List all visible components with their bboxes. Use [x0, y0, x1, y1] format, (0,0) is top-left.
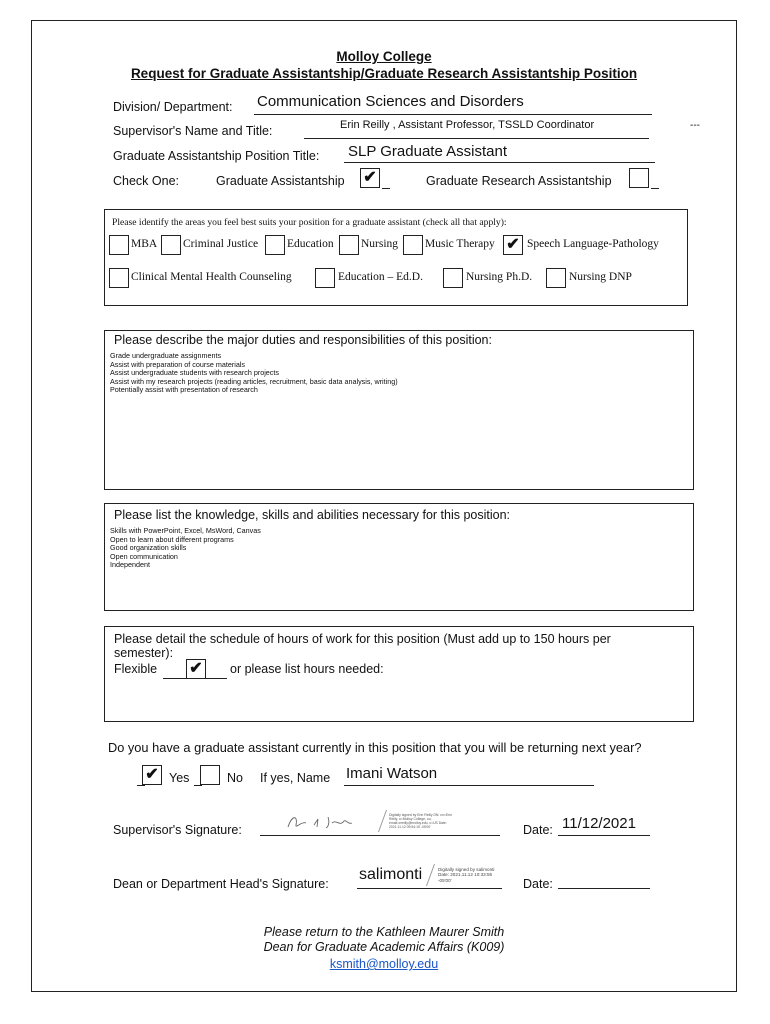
skills-line: Open to learn about different programs: [110, 534, 234, 544]
criminal-justice-label: Criminal Justice: [183, 238, 259, 250]
education-edd-checkbox[interactable]: [315, 268, 335, 288]
supervisor-date-label: Date:: [523, 823, 553, 837]
dean-signature-line: [357, 888, 502, 889]
dean-date-label: Date:: [523, 877, 553, 891]
nursing-phd-label: Nursing Ph.D.: [466, 271, 533, 283]
schedule-section: [104, 626, 694, 722]
no-underline: [194, 785, 202, 786]
skills-line: Skills with PowerPoint, Excel, MsWord, Canvas: [110, 526, 261, 535]
ga-label: Graduate Assistantship: [216, 174, 345, 188]
dean-date-underline[interactable]: [558, 888, 650, 889]
speech-language-pathology-label: Speech Language-Pathology: [527, 238, 659, 250]
division-underline: [254, 114, 652, 115]
skills-line: Good organization skills: [110, 543, 187, 553]
clinical-mental-health-label: Clinical Mental Health Counseling: [131, 271, 292, 283]
education-edd-label: Education – Ed.D.: [338, 271, 423, 283]
skills-line: Independent: [110, 560, 150, 570]
position-title-value[interactable]: SLP Graduate Assistant: [348, 143, 507, 160]
areas-prompt: Please identify the areas you feel best suits your position for a graduate assistant (check all that apply):: [112, 217, 507, 228]
footer-email-link[interactable]: ksmith@molloy.edu: [329, 957, 439, 971]
check-one-label: Check One:: [113, 174, 180, 188]
supervisor-signature-line[interactable]: [260, 835, 500, 836]
signature-separator: [378, 810, 388, 832]
division-value[interactable]: Communication Sciences and Disorders: [257, 93, 524, 110]
nursing-checkbox[interactable]: [339, 235, 359, 255]
gra-label: Graduate Research Assistantship: [426, 174, 612, 188]
nursing-label: Nursing: [361, 238, 399, 250]
duties-list[interactable]: [110, 352, 398, 395]
skills-heading: Please list the knowledge, skills and abilities necessary for this position:: [114, 508, 511, 522]
no-checkbox[interactable]: [200, 765, 220, 785]
supervisor-label: Supervisor's Name and Title:: [113, 124, 273, 138]
supervisor-handwritten-signature: [284, 811, 374, 833]
supervisor-underline: [304, 138, 649, 139]
yes-underline: [137, 785, 145, 786]
skills-list[interactable]: [110, 527, 261, 570]
form-title: Request for Graduate Assistantship/Graduate Research Assistantship Position: [130, 66, 638, 81]
hours-needed-label: or please list hours needed:: [230, 662, 384, 676]
gra-underline: [651, 188, 659, 189]
ga-checkbox[interactable]: ✔: [360, 168, 380, 188]
yes-checkbox[interactable]: ✔: [142, 765, 162, 785]
supervisor-date-value[interactable]: 11/12/2021: [562, 815, 636, 832]
skills-section: [104, 503, 694, 611]
dean-signature-value[interactable]: salimonti: [359, 866, 423, 883]
returning-question: Do you have a graduate assistant currently in this position that you will be returning next year?: [108, 740, 642, 755]
music-therapy-label: Music Therapy: [425, 238, 495, 250]
division-label: Division/ Department:: [113, 100, 233, 114]
supervisor-date-underline: [558, 835, 650, 836]
schedule-heading-line2: semester):: [114, 646, 174, 660]
schedule-heading-line1: Please detail the schedule of hours of work for this position (Must add up to 150 hours per: [114, 632, 611, 646]
form-page: [31, 20, 737, 992]
flexible-label: Flexible: [114, 662, 158, 676]
ga-underline: [382, 188, 390, 189]
education-label: Education: [287, 238, 334, 250]
duties-line: Grade undergraduate assignments: [110, 351, 222, 360]
areas-section: [104, 209, 688, 306]
yes-label: Yes: [169, 771, 190, 785]
position-title-underline: [344, 162, 655, 163]
dean-signature-label: Dean or Department Head's Signature:: [113, 877, 329, 891]
supervisor-signature-label: Supervisor's Signature:: [113, 823, 242, 837]
education-checkbox[interactable]: [265, 235, 285, 255]
gra-checkbox[interactable]: [629, 168, 649, 188]
duties-heading: Please describe the major duties and responsibilities of this position:: [114, 333, 492, 347]
speech-language-pathology-checkbox[interactable]: ✔: [503, 235, 523, 255]
flexible-checkbox[interactable]: ✔: [186, 659, 206, 679]
duties-section: [104, 330, 694, 490]
clinical-mental-health-checkbox[interactable]: [109, 268, 129, 288]
skills-line: Open communication: [110, 551, 178, 561]
college-name: Molloy College: [336, 49, 432, 64]
criminal-justice-checkbox[interactable]: [161, 235, 181, 255]
duties-line: Assist with preparation of course materials: [110, 359, 246, 369]
supervisor-digital-signature-note: Digitally signed by Erin Reilly DN: cn=Erin Reilly, o=Molloy College, ou, email=ereilly@molloy.edu, c=US Date: 2021.11.12 09:54:19 -05'00': [389, 813, 452, 829]
duties-line: Assist undergraduate students with research projects: [110, 368, 279, 378]
footer-return-line: Please return to the Kathleen Maurer Smith: [263, 925, 505, 939]
name-label: If yes, Name: [260, 771, 331, 785]
nursing-dnp-checkbox[interactable]: [546, 268, 566, 288]
dean-signature-separator: [426, 864, 436, 886]
returning-name-underline: [344, 785, 594, 786]
no-label: No: [227, 771, 243, 785]
supervisor-value[interactable]: Erin Reilly , Assistant Professor, TSSLD Coordinator: [340, 119, 595, 131]
mba-label: MBA: [131, 238, 158, 250]
mba-checkbox[interactable]: [109, 235, 129, 255]
nursing-phd-checkbox[interactable]: [443, 268, 463, 288]
duties-line: Potentially assist with presentation of research: [110, 385, 258, 395]
duties-line: Assist with my research projects (reading articles, recruitment, basic data analysis, writing): [110, 376, 398, 386]
footer-dean-line: Dean for Graduate Academic Affairs (K009): [263, 940, 505, 954]
position-title-label: Graduate Assistantship Position Title:: [113, 149, 320, 163]
returning-name-value[interactable]: Imani Watson: [346, 765, 438, 782]
nursing-dnp-label: Nursing DNP: [569, 271, 632, 283]
music-therapy-checkbox[interactable]: [403, 235, 423, 255]
supervisor-trailing-mark: ---: [690, 120, 700, 131]
dean-digital-signature-note: Digitally signed by salimonti Date: 2021.11.12 10:33:55 -05'00': [438, 867, 495, 883]
